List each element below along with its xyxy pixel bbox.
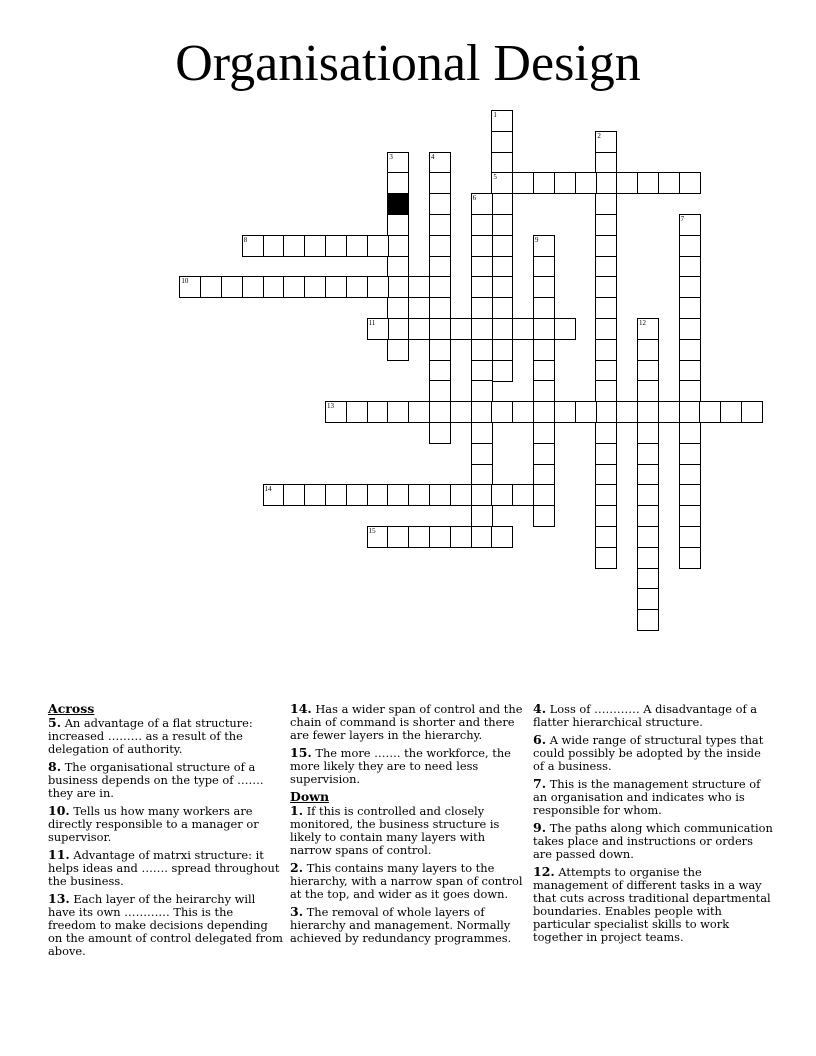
grid-cell[interactable] [346,276,368,298]
grid-cell[interactable] [741,401,763,423]
grid-cell[interactable] [387,297,409,319]
cell-number: 2 [597,131,601,140]
grid-cell[interactable] [595,464,617,486]
grid-cell[interactable] [595,547,617,569]
grid-cell[interactable] [595,380,617,402]
grid-cell[interactable] [637,464,659,486]
grid-cell[interactable] [471,401,493,423]
clue-across-15 [290,746,526,786]
grid-cell[interactable] [387,235,409,257]
grid-cell[interactable] [200,276,222,298]
grid-cell[interactable] [408,526,430,548]
clue-number: 5. [48,715,62,730]
grid-cell[interactable] [346,235,368,257]
grid-cell[interactable] [429,214,451,236]
grid-cell[interactable] [512,401,534,423]
clue-text: A wide range of structural types that could possibly be adopted by the inside of a business. [533,733,764,773]
clue-text: If this is controlled and closely monitored, the business structure is likely to contain many layers with narrow spans of control. [290,804,500,857]
clue-number: 15. [290,745,312,760]
grid-cell[interactable] [491,526,513,548]
grid-cell[interactable] [637,339,659,361]
clue-down-12 [533,865,773,944]
grid-cell[interactable] [367,276,389,298]
grid-cell[interactable] [512,172,534,194]
grid-cell[interactable] [471,235,493,257]
clues-column-1 [48,702,284,962]
grid-cell[interactable] [637,318,659,340]
grid-cell[interactable] [491,110,513,132]
clue-text: The paths along which communication takes place and instructions or orders are passed down. [533,821,773,861]
grid-cell[interactable] [595,214,617,236]
grid-cell[interactable] [595,193,617,215]
grid-cell[interactable] [429,339,451,361]
grid-cell[interactable] [471,484,493,506]
grid-cell[interactable] [325,401,347,423]
clue-number: 7. [533,776,547,791]
clues-column-2 [290,702,526,949]
grid-cell[interactable] [387,152,409,174]
clue-across-14 [290,702,526,742]
grid-cell[interactable] [595,339,617,361]
clue-across-10 [48,804,284,844]
grid-cell[interactable] [450,526,472,548]
grid-cell[interactable] [679,547,701,569]
cell-number: 7 [680,215,685,223]
grid-cell[interactable] [471,318,493,340]
grid-cell[interactable] [637,443,659,465]
grid-cell[interactable] [491,276,513,298]
clue-across-8 [48,760,284,800]
grid-cell[interactable] [325,276,347,298]
grid-cell[interactable] [533,484,555,506]
grid-cell[interactable] [679,318,701,340]
grid-cell[interactable] [491,214,513,236]
cell-number: 15 [368,527,376,535]
grid-cell[interactable] [408,401,430,423]
clue-number: 12. [533,864,555,879]
grid-cell[interactable] [471,464,493,486]
grid-cell[interactable] [575,401,597,423]
grid-cell[interactable] [387,172,409,194]
grid-cell[interactable] [533,380,555,402]
clue-text: This is the management structure of an organisation and indicates who is responsible for whom. [533,777,761,817]
cell-number: 6 [472,194,477,203]
clue-down-1 [290,804,526,857]
clue-number: 13. [48,891,70,906]
grid-cell[interactable] [387,276,409,298]
grid-cell[interactable] [533,464,555,486]
grid-cell[interactable] [429,484,451,506]
clue-across-5 [48,716,284,756]
grid-cell[interactable] [346,401,368,423]
grid-cell[interactable] [533,360,555,382]
grid-cell[interactable] [471,193,493,215]
grid-cell[interactable] [471,256,493,278]
grid-cell[interactable] [595,360,617,382]
grid-cell[interactable] [387,318,409,340]
grid-cell[interactable] [554,318,576,340]
grid-cell[interactable] [533,422,555,444]
clue-down-2 [290,861,526,901]
grid-cell[interactable] [429,297,451,319]
grid-cell[interactable] [387,401,409,423]
grid-cell[interactable] [450,484,472,506]
grid-cell[interactable] [637,526,659,548]
grid-cell[interactable] [387,214,409,236]
grid-cell[interactable] [304,235,326,257]
grid-cell[interactable] [679,297,701,319]
grid-cell[interactable] [658,401,680,423]
grid-cell[interactable] [679,360,701,382]
grid-cell[interactable] [533,318,555,340]
grid-cell[interactable] [595,318,617,340]
grid-cell[interactable] [679,276,701,298]
grid-cell[interactable] [554,401,576,423]
grid-cell[interactable] [471,526,493,548]
clue-number: 1. [290,803,304,818]
grid-cell[interactable] [387,339,409,361]
grid-cell[interactable] [429,172,451,194]
cell-number: 4 [431,152,435,161]
clue-down-7 [533,777,773,817]
clue-text: The more ……. the workforce, the more likely they are to need less supervision. [290,746,511,786]
grid-cell[interactable] [595,484,617,506]
grid-cell[interactable] [471,214,493,236]
clue-text: The organisational structure of a business depends on the type of ……. they are in. [48,760,264,800]
grid-cell[interactable] [471,297,493,319]
grid-cell[interactable] [679,235,701,257]
grid-cell[interactable] [658,172,680,194]
grid-cell[interactable] [179,276,201,298]
grid-cell[interactable] [283,276,305,298]
clue-text: The removal of whole layers of hierarchy and management. Normally achieved by redundancy programmes. [290,905,512,945]
grid-cell[interactable] [637,172,659,194]
grid-cell[interactable] [637,547,659,569]
grid-cell[interactable] [679,505,701,527]
cell-number: 9 [535,235,539,244]
grid-cell[interactable] [325,235,347,257]
grid-cell[interactable] [346,484,368,506]
clues-column-3 [533,702,773,948]
clue-number: 14. [290,701,312,716]
clue-text: Loss of ………… A disadvantage of a flatter hierarchical structure. [533,702,758,729]
grid-cell[interactable] [471,443,493,465]
grid-cell[interactable] [491,172,513,194]
grid-cell[interactable] [679,380,701,402]
page-title: Organisational Design [175,35,641,92]
grid-cell[interactable] [533,297,555,319]
clue-number: 8. [48,759,62,774]
grid-cell[interactable] [637,401,659,423]
grid-cell[interactable] [387,526,409,548]
grid-cell[interactable] [471,276,493,298]
grid-cell[interactable] [471,339,493,361]
grid-cell[interactable] [679,526,701,548]
grid-cell[interactable] [263,276,285,298]
grid-cell[interactable] [491,152,513,174]
grid-cell[interactable] [595,256,617,278]
cell-number: 5 [493,173,497,182]
grid-cell[interactable] [679,484,701,506]
grid-cell[interactable] [471,422,493,444]
grid-cell[interactable] [595,401,617,423]
cell-number: 11 [368,319,376,327]
grid-block-cell [387,193,409,215]
clue-text: Attempts to organise the management of different tasks in a way that cuts across traditional departmental boundaries. Enables people with particular specialist skills to work together in project teams. [533,865,771,944]
grid-cell[interactable] [554,172,576,194]
clue-number: 11. [48,847,70,862]
grid-cell[interactable] [429,401,451,423]
grid-cell[interactable] [450,401,472,423]
grid-cell[interactable] [637,484,659,506]
grid-cell[interactable] [491,360,513,382]
grid-cell[interactable] [720,401,742,423]
clue-across-13 [48,892,284,958]
grid-cell[interactable] [408,276,430,298]
grid-cell[interactable] [512,484,534,506]
grid-cell[interactable] [679,443,701,465]
grid-cell[interactable] [491,401,513,423]
grid-cell[interactable] [491,193,513,215]
grid-cell[interactable] [429,193,451,215]
clue-number: 4. [533,701,547,716]
grid-cell[interactable] [595,235,617,257]
grid-cell[interactable] [679,422,701,444]
grid-cell[interactable] [595,276,617,298]
clue-text: This contains many layers to the hierarchy, with a narrow span of control at the top, and wider as it goes down. [290,861,523,901]
grid-cell[interactable] [387,256,409,278]
grid-cell[interactable] [367,401,389,423]
grid-cell[interactable] [283,484,305,506]
grid-cell[interactable] [595,172,617,194]
grid-cell[interactable] [595,526,617,548]
cell-number: 8 [243,235,248,244]
across-heading: Across [48,701,95,716]
grid-cell[interactable] [429,360,451,382]
grid-cell[interactable] [491,131,513,153]
clue-text: An advantage of a flat structure: increased ……… as a result of the delegation of authority. [48,716,253,756]
grid-cell[interactable] [471,360,493,382]
grid-cell[interactable] [429,235,451,257]
grid-cell[interactable] [637,568,659,590]
cell-number: 1 [493,111,497,119]
grid-cell[interactable] [679,464,701,486]
grid-cell[interactable] [304,276,326,298]
grid-cell[interactable] [533,256,555,278]
grid-cell[interactable] [616,401,638,423]
clue-text: Each layer of the heirarchy will have its own ………… This is the freedom to make decisions depending on the amount of control delegated from above. [48,892,283,958]
grid-cell[interactable] [367,235,389,257]
cell-number: 3 [389,152,393,161]
grid-cell[interactable] [429,526,451,548]
grid-cell[interactable] [221,276,243,298]
grid-cell[interactable] [408,484,430,506]
grid-cell[interactable] [408,318,430,340]
grid-cell[interactable] [637,360,659,382]
clue-down-9 [533,821,773,861]
clue-text: Advantage of matrxi structure: it helps ideas and ……. spread throughout the business. [48,848,280,888]
grid-cell[interactable] [242,235,264,257]
grid-cell[interactable] [679,339,701,361]
grid-cell[interactable] [304,484,326,506]
grid-cell[interactable] [367,318,389,340]
grid-cell[interactable] [679,401,701,423]
clue-down-4 [533,702,773,729]
grid-cell[interactable] [595,422,617,444]
clue-across-11 [48,848,284,888]
clue-number: 2. [290,860,304,875]
down-heading: Down [290,789,330,804]
grid-cell[interactable] [367,526,389,548]
grid-cell[interactable] [263,235,285,257]
grid-cell[interactable] [491,256,513,278]
grid-cell[interactable] [595,152,617,174]
clue-text: Has a wider span of control and the chain of command is shorter and there are fewer layers in the hierarchy. [290,702,523,742]
grid-cell[interactable] [325,484,347,506]
grid-cell[interactable] [533,443,555,465]
grid-cell[interactable] [595,505,617,527]
grid-cell[interactable] [491,297,513,319]
grid-cell[interactable] [491,339,513,361]
grid-cell[interactable] [429,318,451,340]
grid-cell[interactable] [283,235,305,257]
grid-cell[interactable] [471,505,493,527]
cell-number: 14 [264,485,272,494]
grid-cell[interactable] [679,214,701,236]
grid-cell[interactable] [533,339,555,361]
grid-cell[interactable] [595,131,617,153]
grid-cell[interactable] [471,380,493,402]
cell-number: 13 [327,402,334,411]
clue-number: 10. [48,803,70,818]
clue-number: 6. [533,732,547,747]
cell-number: 10 [181,277,189,286]
grid-cell[interactable] [491,318,513,340]
grid-cell[interactable] [429,152,451,174]
clue-number: 9. [533,820,547,835]
clue-down-3 [290,905,526,945]
grid-cell[interactable] [533,172,555,194]
grid-cell[interactable] [679,172,701,194]
grid-cell[interactable] [533,505,555,527]
grid-cell[interactable] [429,422,451,444]
grid-cell[interactable] [450,318,472,340]
clue-text: Tells us how many workers are directly responsible to a manager or supervisor. [48,804,259,844]
grid-cell[interactable] [533,235,555,257]
grid-cell[interactable] [575,172,597,194]
grid-cell[interactable] [533,401,555,423]
grid-cell[interactable] [491,235,513,257]
grid-cell[interactable] [387,484,409,506]
grid-cell[interactable] [429,256,451,278]
grid-cell[interactable] [637,609,659,631]
clue-number: 3. [290,904,304,919]
grid-cell[interactable] [637,505,659,527]
grid-cell[interactable] [242,276,264,298]
grid-cell[interactable] [429,380,451,402]
grid-cell[interactable] [637,380,659,402]
cell-number: 12 [639,319,646,327]
grid-cell[interactable] [533,276,555,298]
grid-cell[interactable] [367,484,389,506]
grid-cell[interactable] [679,256,701,278]
clue-down-6 [533,733,773,773]
grid-cell[interactable] [616,172,638,194]
grid-cell[interactable] [637,422,659,444]
grid-cell[interactable] [429,276,451,298]
grid-cell[interactable] [595,297,617,319]
grid-cell[interactable] [699,401,721,423]
grid-cell[interactable] [595,443,617,465]
grid-cell[interactable] [637,588,659,610]
grid-cell[interactable] [512,318,534,340]
grid-cell[interactable] [263,484,285,506]
grid-cell[interactable] [491,484,513,506]
